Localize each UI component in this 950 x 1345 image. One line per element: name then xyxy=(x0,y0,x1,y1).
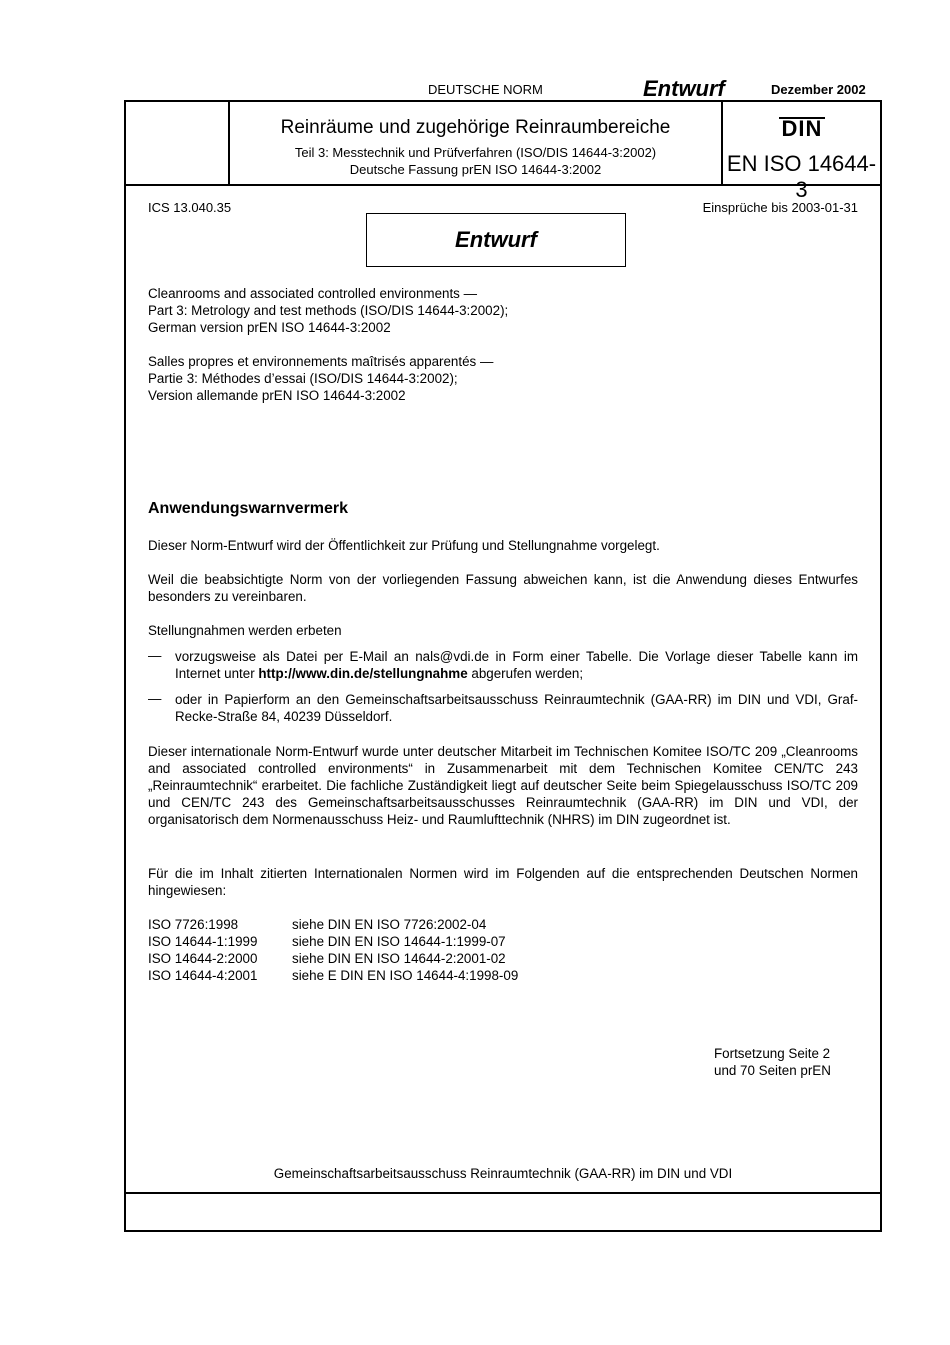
french-title xyxy=(148,353,858,404)
reference-iso: ISO 14644-2:2000 xyxy=(148,951,258,966)
warning-paragraph-1: Dieser Norm-Entwurf wird der Öffentlichkeit zur Prüfung und Stellungnahme vorgelegt. xyxy=(148,538,660,553)
norm-label: DEUTSCHE NORM xyxy=(428,82,543,97)
reference-din: siehe DIN EN ISO 14644-1:1999-07 xyxy=(292,934,506,949)
document-subtitle-part: Teil 3: Messtechnik und Prüfverfahren (ISO/DIS 14644-3:2002) xyxy=(294,145,657,160)
document-title: Reinräume und zugehörige Reinraumbereiche xyxy=(280,117,671,138)
objection-deadline: Einsprüche bis 2003-01-31 xyxy=(702,200,858,215)
warning-paragraph-2: Weil die beabsichtigte Norm von der vorliegenden Fassung abweichen kann, ist die Anwendung dieses Entwurfes besonders zu vereinbaren. xyxy=(148,572,858,604)
bullet-dash: — xyxy=(148,648,162,663)
bullet-email-text-end: abgerufen werden; xyxy=(467,666,584,681)
top-line xyxy=(0,78,950,100)
document-subtitle-version: Deutsche Fassung prEN ISO 14644-3:2002 xyxy=(349,162,602,177)
english-title-line: Part 3: Metrology and test methods (ISO/DIS 14644-3:2002); xyxy=(148,303,509,318)
english-title-line: German version prEN ISO 14644-3:2002 xyxy=(148,320,391,335)
bullet-email-text: vorzugsweise als Datei per E-Mail an nals@vdi.de in Form einer Tabelle. Die Vorlage dieser Tabelle kann im Internet unter xyxy=(175,649,858,681)
bullet-paper: oder in Papierform an den Gemeinschaftsarbeitsausschuss Reinraumtechnik (GAA-RR) im DIN und VDI, Graf-Recke-Straße 84, 40239 Düsseldorf. xyxy=(175,692,858,724)
reference-din: siehe E DIN EN ISO 14644-4:1998-09 xyxy=(292,968,519,983)
body-paragraph-committee: Dieser internationale Norm-Entwurf wurde unter deutscher Mitarbeit im Technischen Komitee ISO/TC 209 „Cleanrooms and associated controlled environments“ in Zusammenarbeit mit dem Technischen Komitee CEN/TC 243 „Reinraumtechnik“ erarbeitet. Die fachliche Zuständigkeit liegt auf deutscher Seite beim Spiegelausschuss ISO/TC 209 und CEN/TC 243 des Gemeinschaftsarbeitsausschusses Reinraumtechnik (GAA-RR) im DIN und VDI, der organisatorisch dem Normenausschuss Heiz- und Raumlufttechnik (NHRS) im DIN zugeordnet ist. xyxy=(148,744,858,827)
committee-footer: Gemeinschaftsarbeitsausschuss Reinraumtechnik (GAA-RR) im DIN und VDI xyxy=(273,1166,733,1181)
footer-divider xyxy=(124,1192,882,1194)
draft-label-top: Entwurf xyxy=(643,76,725,101)
english-title-line: Cleanrooms and associated controlled environments — xyxy=(148,286,477,301)
reference-din: siehe DIN EN ISO 7726:2002-04 xyxy=(292,917,487,932)
comment-link[interactable]: http://www.din.de/stellungnahme xyxy=(258,666,468,681)
french-title-line: Version allemande prEN ISO 14644-3:2002 xyxy=(148,388,406,403)
draft-box-label: Entwurf xyxy=(455,227,537,252)
english-title xyxy=(148,285,858,336)
reference-din: siehe DIN EN ISO 14644-2:2001-02 xyxy=(292,951,506,966)
warning-paragraph-3: Stellungnahmen werden erbeten xyxy=(148,623,342,638)
french-title-line: Partie 3: Méthodes d’essai (ISO/DIS 14644-3:2002); xyxy=(148,371,458,386)
reference-iso: ISO 14644-4:2001 xyxy=(148,968,258,983)
body-paragraph-references: Für die im Inhalt zitierten Internationalen Normen wird im Folgenden auf die entsprechenden Deutschen Normen hingewiesen: xyxy=(148,866,858,898)
din-logo xyxy=(779,117,825,141)
warning-heading: Anwendungswarnvermerk xyxy=(148,500,349,517)
french-title-line: Salles propres et environnements maîtrisés apparentés — xyxy=(148,354,494,369)
standard-number: EN ISO 14644-3 xyxy=(726,151,877,202)
reference-iso: ISO 14644-1:1999 xyxy=(148,934,258,949)
reference-iso: ISO 7726:1998 xyxy=(148,917,239,932)
continuation-line-1: Fortsetzung Seite 2 xyxy=(714,1046,831,1061)
bullet-dash: — xyxy=(148,691,162,706)
din-logo-text: DIN xyxy=(781,116,823,141)
bullet-email xyxy=(175,648,858,682)
ics-code: ICS 13.040.35 xyxy=(148,200,232,215)
continuation-line-2: und 70 Seiten prEN xyxy=(714,1063,831,1078)
issue-date: Dezember 2002 xyxy=(771,82,866,97)
draft-box xyxy=(366,213,626,267)
